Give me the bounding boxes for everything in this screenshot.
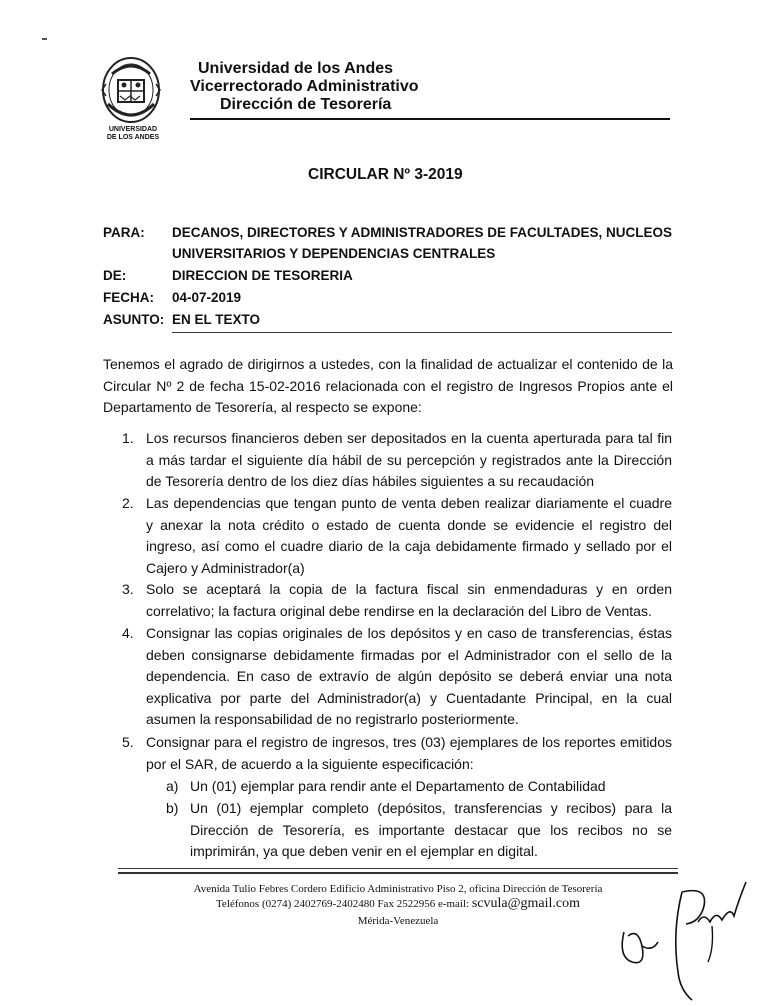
list-item-number: 4. <box>122 625 134 641</box>
sub-list-item-letter: a) <box>166 778 179 794</box>
footer-rule <box>118 868 678 869</box>
seal-caption-line: UNIVERSIDAD <box>108 126 158 133</box>
sub-list-item-text: Un (01) ejemplar completo (depósitos, transferencias y recibos) para la Dirección de Tesorería, es importante destacar que los recibos no se imprimirán, ya que deben venir en el ejemplar en digital. <box>190 800 672 859</box>
subject-rule <box>172 332 672 333</box>
footer-contact <box>118 897 678 911</box>
list-item <box>122 732 672 775</box>
list-item <box>122 579 672 622</box>
footer-email: scvula@gmail.com <box>471 896 580 911</box>
fecha-label: FECHA: <box>103 290 154 305</box>
fecha-value: 04-07-2019 <box>172 290 242 305</box>
letterhead-direccion: Dirección de Tesorería <box>220 96 392 113</box>
footer-address: Avenida Tulio Febres Cordero Edificio Administrativo Piso 2, oficina Dirección de Tesorería <box>193 883 603 895</box>
letterhead-rule <box>190 118 670 120</box>
list-item <box>122 493 672 579</box>
list-item <box>122 428 672 493</box>
scan-mark <box>42 38 47 40</box>
list-item-text: Solo se aceptará la copia de la factura fiscal sin enmendaduras y en orden correlativo; la factura original debe rendirse en la declaración del Libro de Ventas. <box>146 581 672 619</box>
letterhead-university: Universidad de los Andes <box>198 60 394 77</box>
para-value-line1: DECANOS, DIRECTORES Y ADMINISTRADORES DE FACULTADES, NUCLEOS <box>172 225 673 240</box>
list-item-number: 5. <box>122 734 134 750</box>
list-item <box>122 623 672 731</box>
footer-city: Mérida-Venezuela <box>357 915 439 927</box>
seal-caption <box>100 126 166 142</box>
circular-title: CIRCULAR Nº 3-2019 <box>308 166 463 183</box>
para-label: PARA: <box>103 225 145 240</box>
list-item-text: Los recursos financieros deben ser depositados en la cuenta aperturada para tal fin a más tardar el siguiente día hábil de su percepción y registrados ante la Dirección de Tesorería dentro de los diez días hábiles siguientes a su recaudación <box>146 430 672 489</box>
sub-list-item <box>166 776 672 798</box>
sub-list-item-text: Un (01) ejemplar para rendir ante el Departamento de Contabilidad <box>190 778 606 794</box>
list-item-number: 2. <box>122 495 134 511</box>
list-item-text: Las dependencias que tengan punto de venta deben realizar diariamente el cuadre y anexar la nota crédito o estado de cuenta donde se evidencie el registro del ingreso, así como el cuadre diario de la caja debidamente firmado y sellado por el Cajero y Administrador(a) <box>146 495 672 576</box>
list-item-text: Consignar para el registro de ingresos, tres (03) ejemplares de los reportes emitidos por el SAR, de acuerdo a la siguiente especificación: <box>146 734 672 772</box>
seal-caption-line: DE LOS ANDES <box>106 134 160 141</box>
sub-list-item-letter: b) <box>166 800 179 816</box>
list-item-number: 1. <box>122 430 134 446</box>
asunto-label: ASUNTO: <box>103 312 165 327</box>
footer-rule <box>118 872 678 874</box>
sub-list-item <box>166 798 672 863</box>
list-item-number: 3. <box>122 581 134 597</box>
de-label: DE: <box>103 268 127 283</box>
list-item-text: Consignar las copias originales de los depósitos y en caso de transferencias, éstas deben consignarse debidamente firmadas por el Administrador con el sello de la dependencia. En caso de extravío de algún depósito se deberá enviar una nota explicativa por parte del Administrador(a) y Cuentadante Principal, en la cual asumen la responsabilidad de no registrarlo posteriormente. <box>146 625 672 727</box>
handwritten-signature-icon <box>612 862 752 1002</box>
asunto-value: EN EL TEXTO <box>172 312 261 327</box>
intro-paragraph: Tenemos el agrado de dirigirnos a ustedes, con la finalidad de actualizar el contenido de la Circular Nº 2 de fecha 15-02-2016 relacionada con el registro de Ingresos Propios ante el Departamento de Tesorería, al respecto se expone: <box>103 356 673 415</box>
footer-phones: Teléfonos (0274) 2402769-2402480 Fax 2522956 e-mail: <box>215 898 470 910</box>
university-seal-icon <box>100 54 162 130</box>
para-value-line2: UNIVERSITARIOS Y DEPENDENCIAS CENTRALES <box>172 246 496 261</box>
de-value: DIRECCION DE TESORERIA <box>172 268 353 283</box>
letterhead-vicerrectorado: Vicerrectorado Administrativo <box>190 78 419 95</box>
